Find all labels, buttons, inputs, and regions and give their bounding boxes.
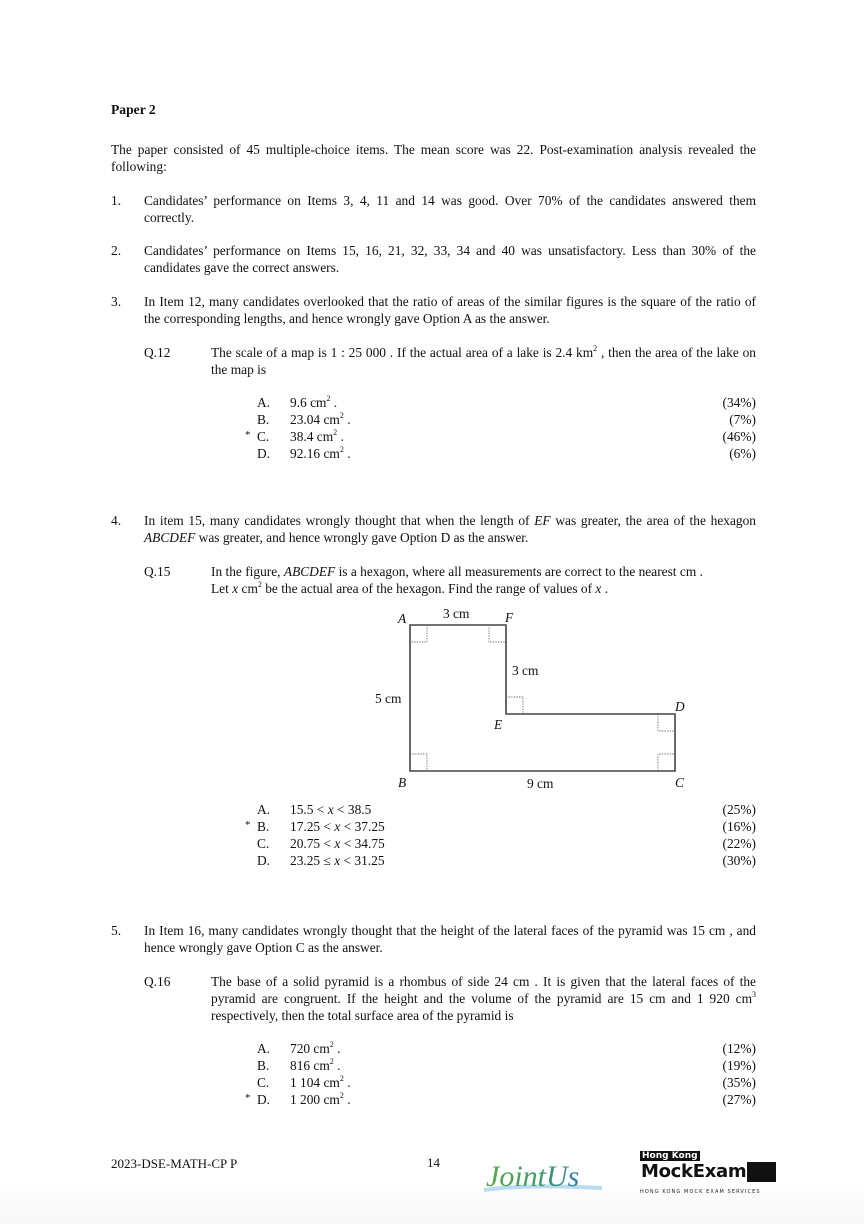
option-a [240, 801, 756, 818]
variable: x [334, 836, 341, 851]
option-letter: B. [257, 819, 270, 834]
vertex-label-f: F [505, 610, 514, 625]
upper-bound: 31.25 [354, 853, 385, 868]
question-label: Q.12 [144, 345, 171, 360]
upper-bound: 38.5 [347, 802, 372, 817]
option-value [290, 835, 385, 852]
superscript: 2 [593, 344, 598, 353]
q16-options [240, 1040, 756, 1108]
item-number: 5. [111, 923, 122, 938]
option-a [240, 1040, 756, 1057]
text-part: Let [211, 581, 233, 596]
item-text: Candidates’ performance on Items 3, 4, 11 and 14 was good. Over 70% of the candidates answered them correctly. [144, 193, 756, 225]
upper-bound: 37.25 [354, 819, 385, 834]
vertex-label-c: C [675, 775, 684, 790]
option-letter: C. [257, 1075, 270, 1090]
value-text: 23.04 cm [290, 412, 340, 427]
right-angle-marker-c [658, 754, 675, 771]
option-d [240, 852, 756, 869]
logo-top-label: Hong Kong [642, 1151, 698, 1161]
option-d [240, 1091, 756, 1108]
value-suffix: . [337, 429, 344, 444]
text-part: respectively, then the total surface area of the pyramid is [211, 1008, 514, 1023]
value-text: 1 200 cm [290, 1092, 340, 1107]
page-number: 14 [427, 1155, 440, 1170]
option-value [290, 1091, 351, 1108]
option-b [240, 1057, 756, 1074]
value-suffix: . [343, 1075, 351, 1090]
question-text-part: The scale of a map is 1 : 25 000 . If the actual area of a lake is 2.4 km [211, 345, 594, 360]
item-number: 3. [111, 294, 122, 309]
superscript: 2 [339, 445, 344, 454]
option-percentage: (25%) [722, 802, 756, 817]
vertex-label-e: E [494, 717, 503, 732]
text-part: The base of a solid pyramid is a rhombus of side 24 cm . It is given that the lateral faces of the pyramid are congruent. If the height and the volume of the pyramid are 15 cm and 1 920 cm [211, 974, 756, 1006]
option-letter: A. [257, 395, 271, 410]
value-suffix: . [333, 1058, 341, 1073]
section-heading: Paper 2 [111, 102, 156, 117]
item-number: 1. [111, 193, 122, 208]
option-value [290, 1040, 341, 1057]
item-text: In Item 16, many candidates wrongly thought that the height of the lateral faces of the pyramid was 15 cm , and hence wrongly gave Option C as the answer. [144, 923, 756, 955]
operator: ≤ [320, 853, 335, 868]
option-percentage: (6%) [729, 446, 756, 461]
option-letter: A. [257, 802, 271, 817]
right-angle-marker-a [410, 625, 427, 642]
intro-paragraph: The paper consisted of 45 multiple-choice items. The mean score was 22. Post-examination analysis revealed the following: [111, 142, 756, 174]
variable: x [595, 581, 602, 596]
correct-marker: * [245, 1092, 251, 1104]
option-letter: B. [257, 412, 270, 427]
right-angle-marker-b [410, 754, 427, 771]
item-text: In Item 12, many candidates overlooked that the ratio of areas of the similar figures is the square of the ratio of the corresponding lengths, and hence wrongly gave Option A as the answer. [144, 294, 756, 326]
option-letter: D. [257, 446, 271, 461]
operator: < [340, 819, 355, 834]
vertex-label-b: B [398, 775, 407, 790]
correct-marker: * [245, 429, 251, 441]
option-b [240, 818, 756, 835]
option-percentage: (34%) [722, 395, 756, 410]
logo-main-text [640, 1161, 747, 1183]
lower-bound: 23.25 [290, 853, 321, 868]
value-suffix: . [343, 412, 351, 427]
value-text: 38.4 cm [290, 429, 334, 444]
option-letter: A. [257, 1041, 271, 1056]
value-text: 9.6 cm [290, 395, 327, 410]
question-text-part: , then the area of the lake on the map is [211, 345, 756, 377]
text-italic: EF [534, 513, 551, 528]
text-part: is a hexagon, where all measurements are correct to the nearest cm . [335, 564, 703, 579]
superscript: 2 [339, 1091, 344, 1100]
variable: x [327, 802, 334, 817]
lower-bound: 17.25 [290, 819, 321, 834]
right-angle-marker-d [658, 714, 675, 731]
lower-bound: 15.5 [290, 802, 314, 817]
text-part: . [601, 581, 609, 596]
logo-subtitle: HONG KONG MOCK EXAM SERVICES [640, 1189, 761, 1195]
superscript: 2 [339, 1074, 344, 1083]
variable: x [232, 581, 239, 596]
option-percentage: (19%) [722, 1058, 756, 1073]
logo-main-word: MockExam [641, 1161, 747, 1182]
superscript: 2 [326, 394, 331, 403]
value-text: 92.16 cm [290, 446, 340, 461]
operator: < [313, 802, 328, 817]
value-text: 816 cm [290, 1058, 330, 1073]
mockexam-logo [640, 1151, 778, 1195]
value-text: 1 104 cm [290, 1075, 340, 1090]
option-percentage: (30%) [722, 853, 756, 868]
option-letter: D. [257, 853, 271, 868]
vertex-label-d: D [675, 699, 685, 714]
superscript: 3 [752, 990, 756, 999]
option-letter: C. [257, 836, 270, 851]
correct-marker: * [245, 819, 251, 831]
length-label-bc: 9 cm [527, 776, 554, 791]
option-c [240, 1074, 756, 1091]
option-value [290, 1057, 341, 1074]
superscript: 2 [339, 411, 344, 420]
option-percentage: (22%) [722, 836, 756, 851]
lower-bound: 20.75 [290, 836, 321, 851]
superscript: 2 [333, 428, 338, 437]
option-letter: D. [257, 1092, 271, 1107]
option-letter: B. [257, 1058, 270, 1073]
option-percentage: (27%) [722, 1092, 756, 1107]
text-part: be the actual area of the hexagon. Find the range of values of [261, 581, 596, 596]
operator: < [320, 819, 335, 834]
value-suffix: . [343, 446, 351, 461]
option-percentage: (16%) [722, 819, 756, 834]
option-percentage: (7%) [729, 412, 756, 427]
question-label: Q.15 [144, 564, 171, 579]
length-label-ab: 5 cm [375, 691, 402, 706]
text-italic: ABCDEF [144, 530, 196, 545]
operator: < [340, 853, 355, 868]
option-value [290, 852, 385, 869]
vertex-label-a: A [398, 611, 407, 626]
item-text: Candidates’ performance on Items 15, 16, 21, 32, 33, 34 and 40 was unsatisfactory. Less than 30% of the candidates gave the correct answers. [144, 243, 756, 275]
option-c [240, 835, 756, 852]
operator: < [333, 802, 348, 817]
length-label-af: 3 cm [443, 606, 470, 621]
operator: < [320, 836, 335, 851]
jointus-logo [480, 1148, 610, 1203]
text-part: was greater, the area of the hexagon [550, 513, 756, 528]
length-label-fe: 3 cm [512, 663, 539, 678]
logo-text: JointUs [486, 1160, 580, 1193]
text-part: was greater, and hence wrongly gave Option D as the answer. [195, 530, 529, 545]
option-value [290, 801, 371, 818]
value-text: 720 cm [290, 1041, 330, 1056]
value-suffix: . [333, 1041, 341, 1056]
right-angle-marker-f [489, 625, 506, 642]
text-part: cm [238, 581, 258, 596]
operator: < [340, 836, 355, 851]
superscript: 2 [329, 1040, 334, 1049]
variable: x [334, 853, 341, 868]
q15-options [240, 801, 756, 869]
text-italic: ABCDEF [283, 564, 336, 579]
superscript: 2 [329, 1057, 334, 1066]
footer-document-code: 2023-DSE-MATH-CP P [111, 1156, 238, 1171]
item-number: 2. [111, 243, 122, 258]
text-part: In the figure, [211, 564, 284, 579]
option-percentage: (46%) [722, 429, 756, 444]
value-suffix: . [330, 395, 338, 410]
option-letter: C. [257, 429, 270, 444]
option-percentage: (35%) [722, 1075, 756, 1090]
question-text [211, 973, 756, 1024]
hexagon-outline [410, 625, 675, 771]
upper-bound: 34.75 [354, 836, 385, 851]
question-label: Q.16 [144, 974, 171, 989]
superscript: 2 [257, 580, 262, 589]
item-number: 4. [111, 513, 122, 528]
option-value [290, 818, 385, 835]
variable: x [334, 819, 341, 834]
value-suffix: . [343, 1092, 351, 1107]
option-value [290, 1074, 351, 1091]
text-part: In item 15, many candidates wrongly thought that when the length of [144, 513, 535, 528]
option-percentage: (12%) [722, 1041, 756, 1056]
right-angle-marker-e [506, 697, 523, 714]
